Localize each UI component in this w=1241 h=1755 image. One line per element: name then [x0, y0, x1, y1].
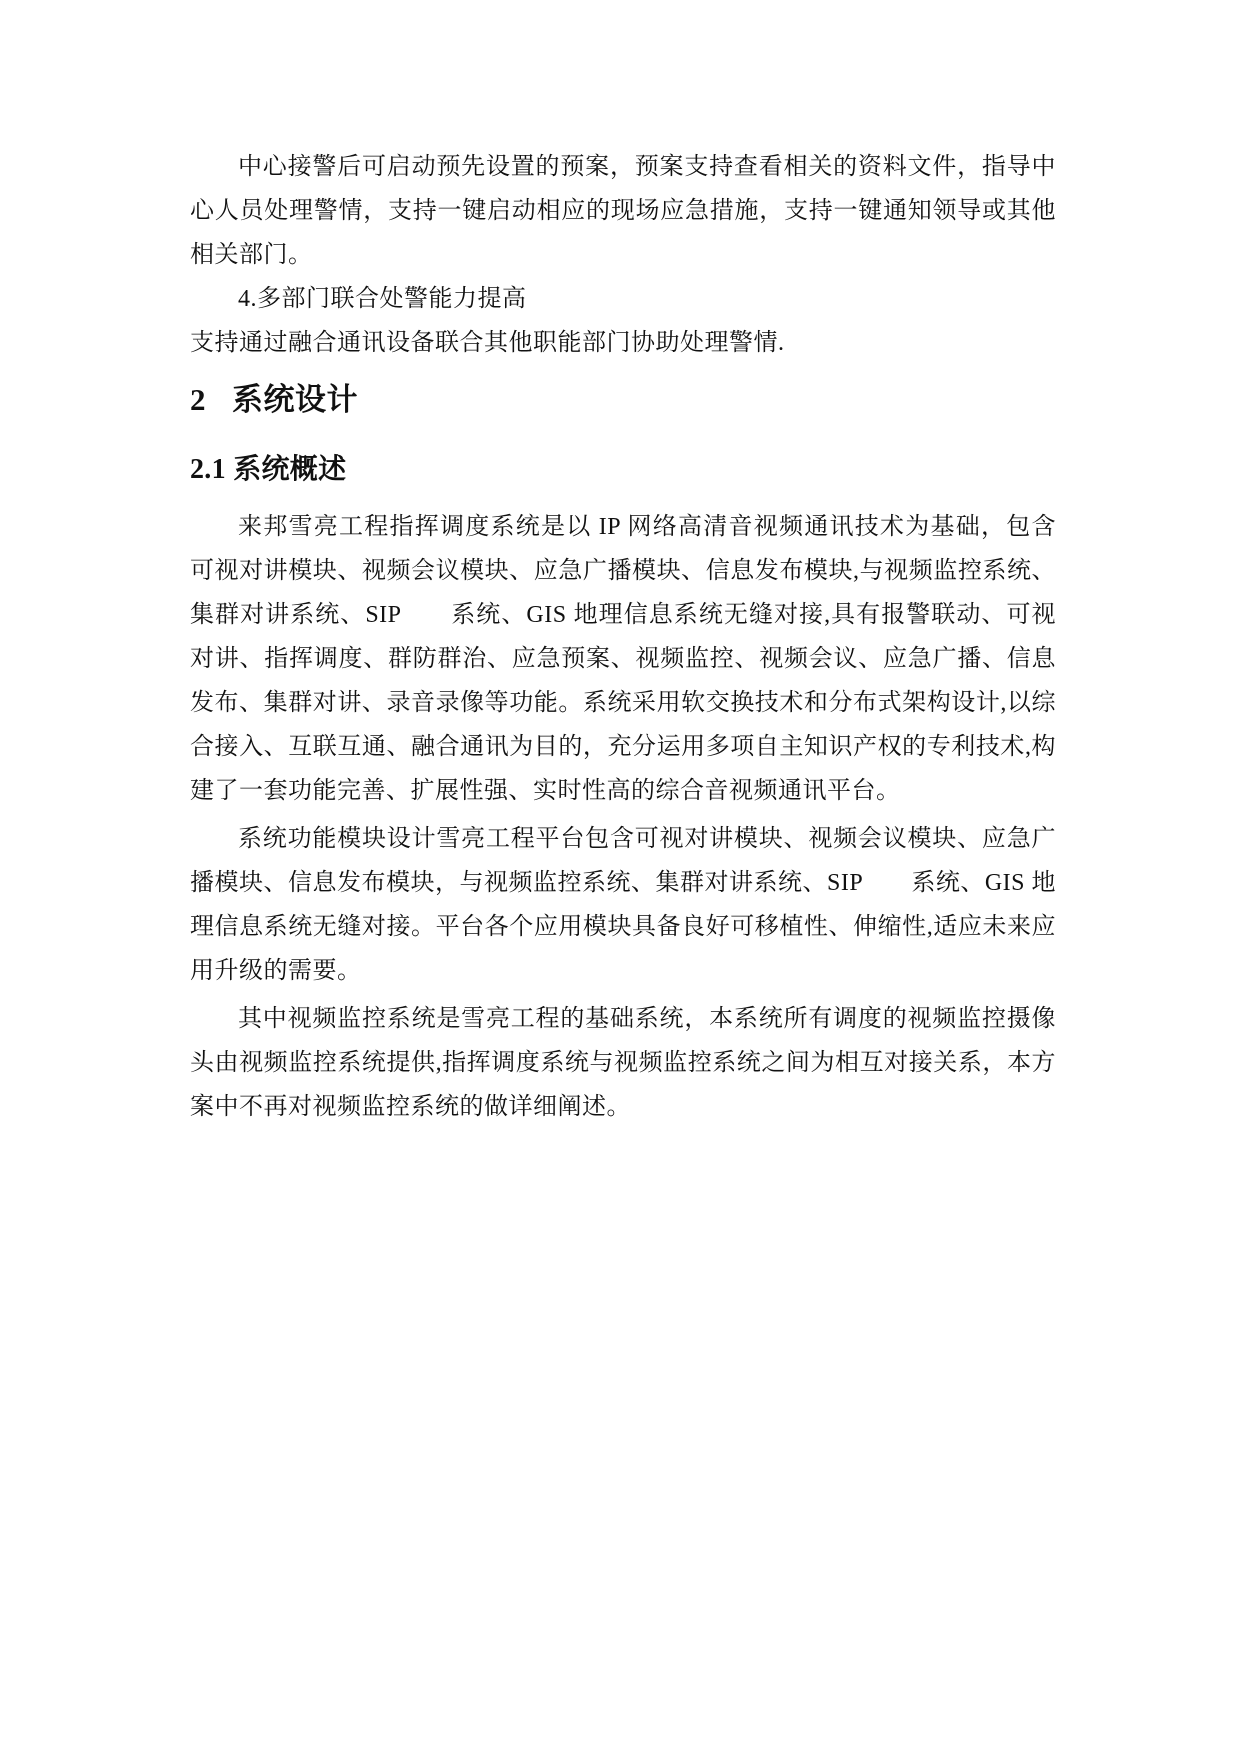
paragraph-module-design: 系统功能模块设计雪亮工程平台包含可视对讲模块、视频会议模块、应急广播模块、信息发布模块，与视频监控系统、集群对讲系统、SIP 系统、GIS 地理信息系统无缝对接。平台各个应用模块具备良好可移植性、伸缩性,适应未来应用升级的需要。	[190, 826, 1056, 984]
paragraph-alarm-plan: 中心接警后可启动预先设置的预案，预案支持查看相关的资料文件，指导中心人员处理警情，支持一键启动相应的现场应急措施，支持一键通知领导或其他相关部门。	[190, 154, 1056, 268]
paragraph-video-surveillance: 其中视频监控系统是雪亮工程的基础系统，本系统所有调度的视频监控摄像头由视频监控系统提供,指挥调度系统与视频监控系统之间为相互对接关系，本方案中不再对视频监控系统的做详细阐述。	[190, 1006, 1056, 1120]
paragraph-system-overview: 来邦雪亮工程指挥调度系统是以 IP 网络高清音视频通讯技术为基础，包含可视对讲模块、视频会议模块、应急广播模块、信息发布模块,与视频监控系统、集群对讲系统、SIP 系统、GIS 地理信息系统无缝对接,具有报警联动、可视对讲、指挥调度、群防群治、应急预案、视频监控、视频会议、应急广播、信息发布、集群对讲、录音录像等功能。系统采用软交换技术和分布式架构设计,以综合接入、互联互通、融合通讯为目的，充分运用多项自主知识产权的专利技术,构建了一套功能完善、扩展性强、实时性高的综合音视频通讯平台。	[190, 514, 1056, 804]
paragraph-multi-department: 支持通过融合通讯设备联合其他职能部门协助处理警情.	[190, 330, 785, 356]
section-number: 2	[190, 382, 206, 417]
section-title: 系统设计	[232, 382, 358, 417]
section-heading	[190, 375, 1056, 425]
list-item-multi-department: 4.多部门联合处警能力提高	[238, 286, 527, 312]
subsection-heading: 2.1 系统概述	[190, 454, 347, 485]
document-content	[190, 145, 1056, 1129]
